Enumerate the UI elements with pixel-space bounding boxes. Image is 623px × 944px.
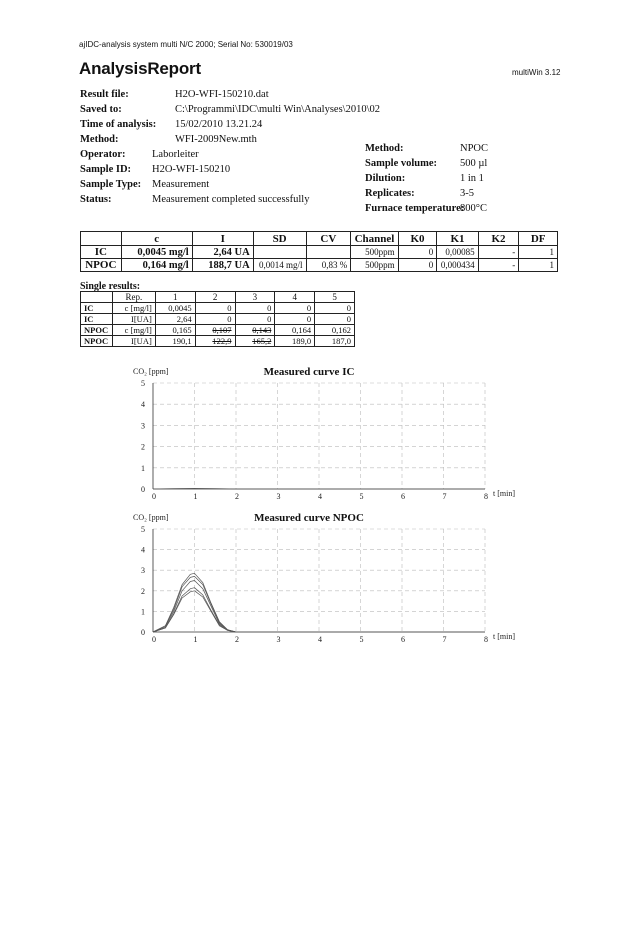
chart-ic-x-tick-label: 8 xyxy=(484,492,488,501)
furnace-temperature-value: 800°C xyxy=(460,203,487,214)
summary-cv xyxy=(306,246,351,259)
chart-npoc-series-line-1 xyxy=(153,573,485,632)
chart-ic-x-tick-label: 1 xyxy=(193,492,198,501)
chart-ic-y-tick-label: 2 xyxy=(141,442,145,452)
method-type-label: Method: xyxy=(365,143,404,154)
chart-npoc-x-tick-label: 1 xyxy=(193,635,198,644)
single-header-rep-1: 1 xyxy=(155,292,195,303)
summary-k2: - xyxy=(478,246,519,259)
single-row xyxy=(81,325,355,336)
single-row xyxy=(81,303,355,314)
single-value: 0,164 xyxy=(275,325,315,336)
summary-header-k2: K2 xyxy=(478,232,519,246)
summary-cv: 0,83 % xyxy=(306,259,351,272)
summary-channel: 500ppm xyxy=(351,246,398,259)
summary-c: 0,164 mg/l xyxy=(121,259,192,272)
chart-npoc-x-tick-label: 7 xyxy=(442,635,447,644)
single-row xyxy=(81,314,355,325)
single-header-rep: Rep. xyxy=(112,292,155,303)
summary-header-df: DF xyxy=(519,232,558,246)
operator-value: Laborleiter xyxy=(152,149,199,160)
single-value: 0,165 xyxy=(155,325,195,336)
furnace-temperature-label: Furnace temperature: xyxy=(365,203,465,214)
summary-sample: IC xyxy=(81,246,122,259)
sample-type-value: Measurement xyxy=(152,179,210,190)
status-label: Status: xyxy=(80,194,112,205)
software-version: multiWin 3.12 xyxy=(512,68,561,77)
chart-npoc-x-tick-label: 6 xyxy=(401,635,405,644)
saved-to-label: Saved to: xyxy=(80,104,122,115)
chart-ic-x-tick-label: 6 xyxy=(401,492,405,501)
chart-npoc-x-tick-label: 8 xyxy=(484,635,488,644)
single-value: 0 xyxy=(315,314,355,325)
single-value-rejected: 0,107 xyxy=(195,325,235,336)
summary-header-cv: CV xyxy=(306,232,351,246)
chart-npoc-y-tick-label: 2 xyxy=(141,586,145,596)
single-header-blank xyxy=(81,292,113,303)
summary-c: 0,0045 mg/l xyxy=(121,246,192,259)
chart-ic-y-tick-label: 5 xyxy=(141,379,145,388)
status-value: Measurement completed successfully xyxy=(152,194,310,205)
single-value-rejected: 122,9 xyxy=(195,336,235,347)
dilution-value: 1 in 1 xyxy=(460,173,484,184)
chart-ic-x-tick-label: 4 xyxy=(318,492,322,501)
chart-npoc-series-line-4 xyxy=(153,588,485,632)
chart-ic-series-line-1 xyxy=(153,488,485,489)
method-type-value: NPOC xyxy=(460,143,489,154)
single-sample: NPOC xyxy=(81,336,113,347)
single-value: 0 xyxy=(195,314,235,325)
single-header-rep-3: 3 xyxy=(235,292,275,303)
chart-ic-y-tick-label: 1 xyxy=(141,463,145,473)
result-file-label: Result file: xyxy=(80,89,129,100)
chart-ic-x-axis-label: t [min] xyxy=(493,489,515,498)
chart-npoc-y-tick-label: 3 xyxy=(141,566,145,576)
chart-npoc-x-tick-label: 5 xyxy=(359,635,364,644)
single-value: 187,0 xyxy=(315,336,355,347)
summary-sd xyxy=(253,246,306,259)
chart-npoc-y-axis-label: CO₂ [ppm] xyxy=(133,513,169,522)
single-value: 0,162 xyxy=(315,325,355,336)
single-value: 0 xyxy=(195,303,235,314)
time-label: Time of analysis: xyxy=(80,119,157,130)
summary-k2: - xyxy=(478,259,519,272)
system-header-line: ajIDC-analysis system multi N/C 2000; Serial No: 530019/03 xyxy=(79,40,293,49)
summary-table xyxy=(80,231,558,272)
single-sample: NPOC xyxy=(81,325,113,336)
summary-header-sample xyxy=(81,232,122,246)
operator-label: Operator: xyxy=(80,149,126,160)
summary-i: 2,64 UA xyxy=(192,246,253,259)
chart-npoc-y-tick-label: 5 xyxy=(141,525,145,534)
single-value-rejected: 165,2 xyxy=(235,336,275,347)
summary-row-ic xyxy=(81,246,558,259)
sample-id-label: Sample ID: xyxy=(80,164,132,175)
chart-npoc-series-line-5 xyxy=(153,591,485,632)
chart-npoc-y-tick-label: 4 xyxy=(141,545,145,555)
single-value: 2,64 xyxy=(155,314,195,325)
summary-k1: 0,00085 xyxy=(437,246,478,259)
summary-i: 188,7 UA xyxy=(192,259,253,272)
summary-header-k0: K0 xyxy=(398,232,437,246)
summary-header-channel: Channel xyxy=(351,232,398,246)
chart-npoc-x-tick-label: 0 xyxy=(152,635,156,644)
summary-header-i: I xyxy=(192,232,253,246)
single-row xyxy=(81,336,355,347)
summary-sd: 0,0014 mg/l xyxy=(253,259,306,272)
summary-k1: 0,000434 xyxy=(437,259,478,272)
chart-ic-x-tick-label: 0 xyxy=(152,492,156,501)
replicates-label: Replicates: xyxy=(365,188,415,199)
single-sample: IC xyxy=(81,303,113,314)
method-value: WFI-2009New.mth xyxy=(175,134,257,145)
single-header-rep-4: 4 xyxy=(275,292,315,303)
chart-ic-y-tick-label: 0 xyxy=(141,485,145,494)
single-header-rep-2: 2 xyxy=(195,292,235,303)
single-value: 0 xyxy=(275,303,315,314)
chart-npoc-x-tick-label: 3 xyxy=(276,635,281,644)
single-value-rejected: 0,143 xyxy=(235,325,275,336)
chart-ic-y-axis-label: CO₂ [ppm] xyxy=(133,367,169,376)
chart-npoc-y-tick-label: 1 xyxy=(141,607,145,617)
chart-npoc-series-line-2 xyxy=(153,576,485,632)
sample-id-value: H2O-WFI-150210 xyxy=(152,164,231,175)
single-value: 0 xyxy=(235,303,275,314)
chart-npoc-x-axis-label: t [min] xyxy=(493,632,515,641)
single-value: 189,0 xyxy=(275,336,315,347)
summary-header-sd: SD xyxy=(253,232,306,246)
sample-volume-value: 500 µl xyxy=(460,158,488,169)
single-results-title: Single results: xyxy=(80,281,141,292)
single-value: 0 xyxy=(315,303,355,314)
summary-row-npoc xyxy=(81,259,558,272)
chart-ic-x-tick-label: 5 xyxy=(359,492,364,501)
chart-npoc-x-tick-label: 4 xyxy=(318,635,322,644)
summary-sample: NPOC xyxy=(81,259,122,272)
single-value: 0 xyxy=(275,314,315,325)
sample-type-label: Sample Type: xyxy=(80,179,142,190)
chart-ic-y-tick-label: 3 xyxy=(141,421,145,431)
chart-npoc-y-tick-label: 0 xyxy=(141,628,145,637)
chart-ic-x-tick-label: 3 xyxy=(276,492,281,501)
single-header-rep-5: 5 xyxy=(315,292,355,303)
chart-ic-x-tick-label: 2 xyxy=(235,492,239,501)
time-value: 15/02/2010 13.21.24 xyxy=(175,119,263,130)
summary-df: 1 xyxy=(519,259,558,272)
replicates-value: 3-5 xyxy=(460,188,474,199)
summary-header-c: c xyxy=(121,232,192,246)
chart-ic-x-tick-label: 7 xyxy=(442,492,447,501)
single-param: c [mg/l] xyxy=(112,325,155,336)
single-value: 0,0045 xyxy=(155,303,195,314)
chart-npoc-series-line-3 xyxy=(153,581,485,633)
chart-ic-y-tick-label: 4 xyxy=(141,400,145,410)
single-param: c [mg/l] xyxy=(112,303,155,314)
dilution-label: Dilution: xyxy=(365,173,406,184)
summary-k0: 0 xyxy=(398,259,437,272)
saved-to-value: C:\Programmi\IDC\multi Win\Analyses\2010\02 xyxy=(175,104,381,115)
method-label: Method: xyxy=(80,134,119,145)
single-header-row xyxy=(81,292,355,303)
single-value: 190,1 xyxy=(155,336,195,347)
sample-volume-label: Sample volume: xyxy=(365,158,438,169)
summary-k0: 0 xyxy=(398,246,437,259)
chart-ic-title: Measured curve IC xyxy=(263,366,355,378)
chart-npoc-title: Measured curve NPOC xyxy=(254,512,364,524)
summary-channel: 500ppm xyxy=(351,259,398,272)
single-param: I[UA] xyxy=(112,314,155,325)
summary-header-k1: K1 xyxy=(437,232,478,246)
single-sample: IC xyxy=(81,314,113,325)
summary-header-row xyxy=(81,232,558,246)
report-title: AnalysisReport xyxy=(79,59,201,78)
single-param: I[UA] xyxy=(112,336,155,347)
chart-npoc-x-tick-label: 2 xyxy=(235,635,239,644)
single-value: 0 xyxy=(235,314,275,325)
result-file-value: H2O-WFI-150210.dat xyxy=(175,89,269,100)
summary-df: 1 xyxy=(519,246,558,259)
single-results-table xyxy=(80,291,355,347)
